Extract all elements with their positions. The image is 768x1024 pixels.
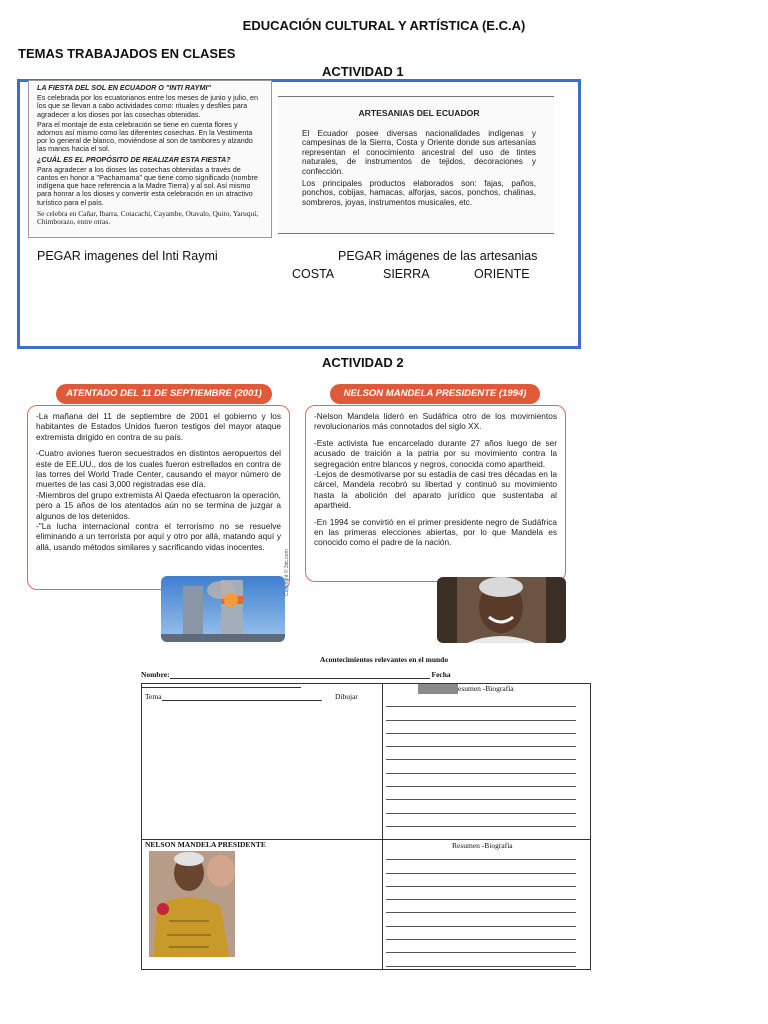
topic-label: Tema	[145, 692, 162, 701]
mandela-photo	[437, 577, 566, 643]
topic-input-line[interactable]	[162, 692, 322, 701]
mandela-portrait	[149, 851, 235, 957]
region-sierra: SIERRA	[383, 267, 430, 281]
artesanias-title: ARTESANIAS DEL ECUADOR	[358, 108, 480, 118]
inti-raymi-paragraph: Para el montaje de esta celebración se tiene en cuenta flores y adornos así mismo como las diferentes cosechas. En la Vestimenta por lo general de blanco, moviéndose al son de tambores y alzando las manos hacia el sol.	[37, 119, 253, 154]
summary-heading-2: Resumen -Biografía	[452, 841, 513, 850]
artesanias-paragraph: Los principales productos elaborados son: fajas, paños, ponchos, cobijas, hamacas, alforjas, sacos, ponchos, chalinas, sombreros, joyas, instrumentos musicales, etc.	[302, 178, 536, 207]
inti-raymi-paragraph: Es celebrada por los ecuatorianos entre los meses de junio y julio, en los que se llevan a cabo actividades como: rituales y desfiles para agradecer a los dioses por las cosechas obtenidas.	[37, 93, 258, 119]
summary-label: esumen -Biografía	[458, 684, 514, 693]
inti-raymi-excerpt	[28, 80, 272, 238]
event-paragraph: -Este activista fue encarcelado durante 27 años luego de ser acusado de traición a la patria por su movimiento contra la segregación entre blancos y negros, conocida como apartheid.	[314, 437, 557, 469]
topic-field[interactable]	[145, 692, 322, 701]
event-title-pill: ATENTADO DEL 11 DE SEPTIEMBRE (2001)	[56, 384, 272, 404]
event-card-mandela	[305, 405, 566, 582]
region-costa: COSTA	[292, 267, 335, 281]
inti-raymi-question: ¿CUÁL ES EL PROPÓSITO DE REALIZAR ESTA FIESTA?	[37, 154, 231, 164]
paste-artesanias-instruction: PEGAR imágenes de las artesanias	[338, 249, 538, 263]
event-paragraph: -Cuatro aviones fueron secuestrados en distintos aeropuertos del este de EE.UU., dos de los cuales fueron estrellados en contra de las torres del World Trade Center, causando el mayor número de muertes de las casi 3,000 registradas ese día.	[36, 448, 281, 490]
redaction-box	[418, 684, 458, 694]
event-paragraph: -Lejos de desmotivarse por su estadía de casi tres décadas en la cárcel, Mandela recobró su libertad y continuó su movimiento hasta la abolición del aparato jurídico que sustentaba al apartheid.	[314, 469, 557, 511]
inti-raymi-title: LA FIESTA DEL SOL EN ECUADOR O "INTI RAYMI"	[37, 83, 211, 92]
mandela-label: NELSON MANDELA PRESIDENTE	[145, 840, 266, 849]
section-heading: TEMAS TRABAJADOS EN CLASES	[18, 46, 236, 61]
artesanias-excerpt	[278, 96, 554, 234]
twin-towers-photo	[161, 576, 285, 642]
writing-lines[interactable]	[386, 694, 576, 827]
summary-heading-1	[418, 684, 514, 694]
region-oriente: ORIENTE	[474, 267, 530, 281]
copyright-note: Copyright © 3dc.com	[284, 549, 290, 596]
worksheet-title: Acontecimientos relevantes en el mundo	[319, 655, 449, 664]
activity-1-heading: ACTIVIDAD 1	[322, 64, 404, 79]
activity-2-heading: ACTIVIDAD 2	[322, 355, 404, 370]
event-paragraph: -"La lucha internacional contra el terrorismo no se resuelve eliminando a un terrorista por aquí y otro por allá, matando aquí y allá, usando métodos similares y sacrificando vidas inocentes.	[36, 521, 281, 552]
event-title-pill: NELSON MANDELA PRESIDENTE (1994)	[330, 384, 540, 404]
event-paragraph: -La mañana del 11 de septiembre de 2001 el gobierno y los habitantes de Estados Unidos fueron testigos del mayor ataque extremista dirigido en contra de su país.	[36, 411, 281, 442]
page-title: EDUCACIÓN CULTURAL Y ARTÍSTICA (E.C.A)	[242, 18, 526, 33]
artesanias-paragraph: El Ecuador posee diversas nacionalidades indígenas y campesinas de la Sierra, Costa y Oriente donde sus artesanías representan el conocimiento ancestral del uso de tintes naturales, de instrumentos de tejidos, decoraciones y confección.	[302, 128, 536, 176]
event-paragraph: -Nelson Mandela lideró en Sudáfrica otro de los movimientos revolucionarios más connotados del siglo XX.	[314, 411, 557, 432]
event-paragraph: -En 1994 se convirtió en el primer presidente negro de Sudáfrica en las primeras elecciones abiertas, por lo que Mandela es conocido como el padre de la nación.	[314, 516, 557, 548]
event-card-911	[27, 405, 290, 590]
date-label: Fecha	[431, 670, 451, 679]
name-label: Nombre:	[141, 670, 170, 679]
inti-raymi-places: Se celebra en Cañar, Ibarra, Cotacachi, Cayambe, Otavalo, Quito, Yaruquí, Chimborazo, entre otras.	[37, 208, 259, 227]
draw-label: Dibujar	[335, 692, 358, 701]
grid-divider	[382, 683, 383, 970]
name-input-line[interactable]	[170, 670, 430, 679]
inti-raymi-paragraph: Para agradecer a los dioses las cosechas obtenidas a través de cantos en honor a "Pachamama" que tiene como significado (nombre indígena que hace referencia a la Madre Tierra) y al sol. Así mismo para honrar a los dioses y convertir esta celebración en un atractivo turístico para el país.	[37, 164, 258, 207]
writing-lines[interactable]	[386, 847, 576, 967]
paste-inti-instruction: PEGAR imagenes del Inti Raymi	[37, 249, 218, 263]
event-paragraph: -Miembros del grupo extremista Al Qaeda efectuaron la operación, pero a 15 años de los atentados aún no se termina de juzgar a algunos de los detenidos.	[36, 489, 281, 521]
